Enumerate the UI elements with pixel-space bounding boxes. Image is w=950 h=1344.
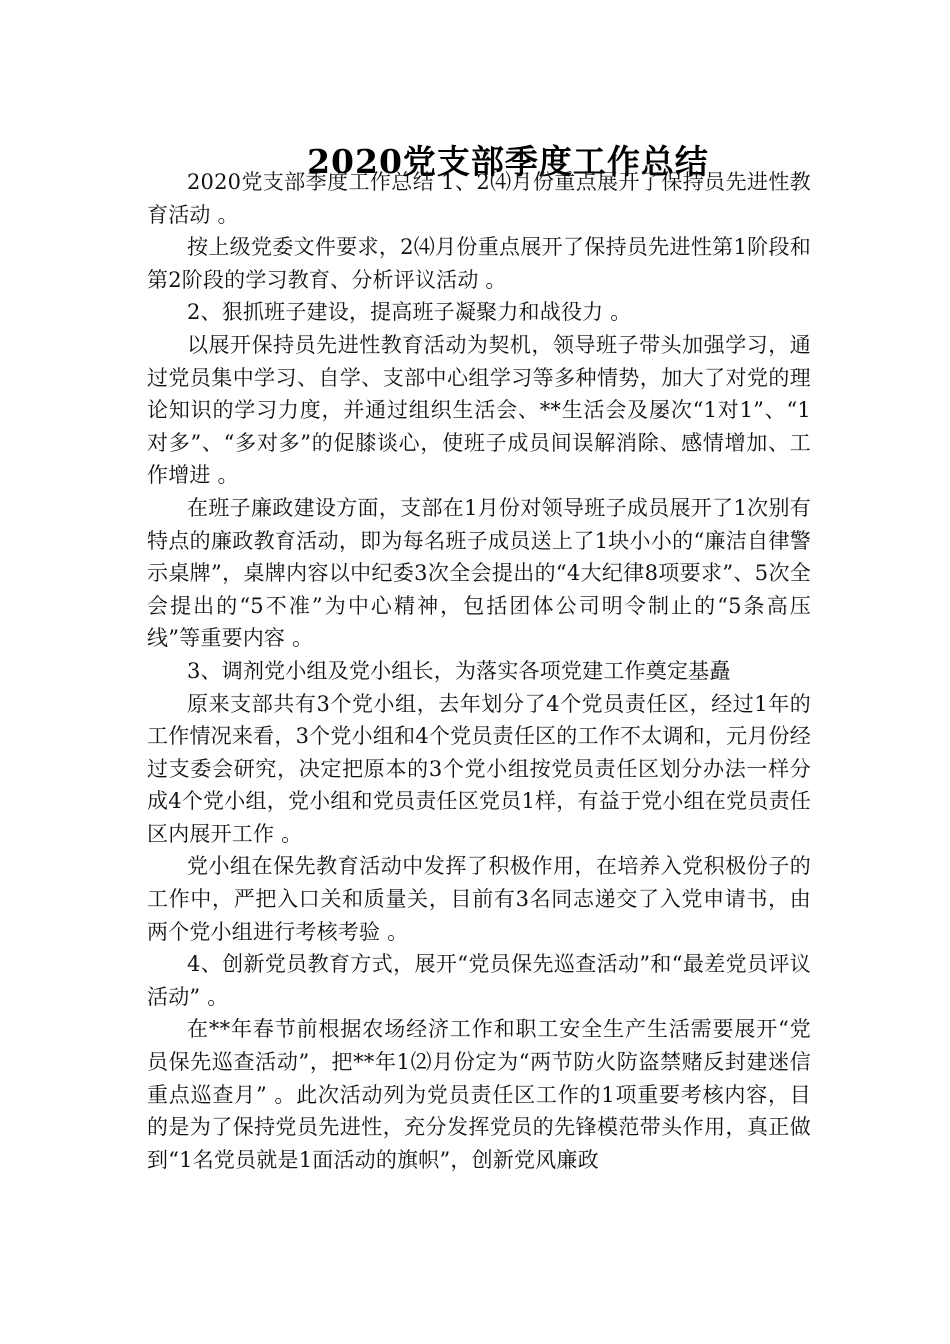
document-body [147, 166, 811, 1176]
paragraph: 在班子廉政建设方面，支部在1月份对领导班子成员展开了1次别有特点的廉政教育活动，即为每名班子成员送上了1块小小的“廉洁自律警示桌牌”，桌牌内容以中纪委3次全会提出的“4大纪律8项要求”、5次全会提出的“5不准”为中心精神，包括团体公司明令制止的“5条高压线”等重要内容 。 [147, 495, 811, 651]
document-title: 2020党支部季度工作总结 [307, 142, 709, 182]
section-heading: 3、调剂党小组及党小组长，为落实各项党建工作奠定基矗 [187, 658, 731, 683]
paragraph: 以展开保持员先进性教育活动为契机，领导班子带头加强学习，通过党员集中学习、自学、支部中心组学习等多种情势，加大了对党的理论知识的学习力度，并通过组织生活会、**生活会及屡次“1对1”、“1对多”、“多对多”的促膝谈心，使班子成员间误解消除、感情增加、工作增进 。 [147, 332, 811, 488]
paragraph: 在**年春节前根据农场经济工作和职工安全生产生活需要展开“党员保先巡查活动”，把**年1⑵月份定为“两节防火防盗禁赌反封建迷信重点巡查月” 。此次活动列为党员责任区工作的1项重要考核内容，目的是为了保持党员先进性，充分发挥党员的先锋模范带头作用，真正做到“1名党员就是1面活动的旗帜”，创新党风廉政 [147, 1017, 811, 1172]
section-heading: 2、狠抓班子建设，提高班子凝聚力和战役力 。 [187, 300, 632, 325]
section-heading: 4、创新党员教育方式，展开“党员保先巡查活动”和“最差党员评议活动” 。 [147, 952, 811, 1009]
paragraph: 2020党支部季度工作总结 1、2⑷月份重点展开了保持员先进性教育活动 。 [147, 170, 811, 227]
paragraph: 党小组在保先教育活动中发挥了积极作用，在培养入党积极份子的工作中，严把入口关和质量关，目前有3名同志递交了入党申请书，由两个党小组进行考核考验 。 [147, 854, 811, 944]
paragraph: 原来支部共有3个党小组，去年划分了4个党员责任区，经过1年的工作情况来看，3个党小组和4个党员责任区的工作不太调和，元月份经过支委会研究，决定把原本的3个党小组按党员责任区划分办法一样分成4个党小组，党小组和党员责任区党员1样，有益于党小组在党员责任区内展开工作 。 [147, 691, 811, 846]
paragraph: 按上级党委文件要求，2⑷月份重点展开了保持员先进性第1阶段和第2阶段的学习教育、分析评议活动 。 [147, 235, 811, 292]
